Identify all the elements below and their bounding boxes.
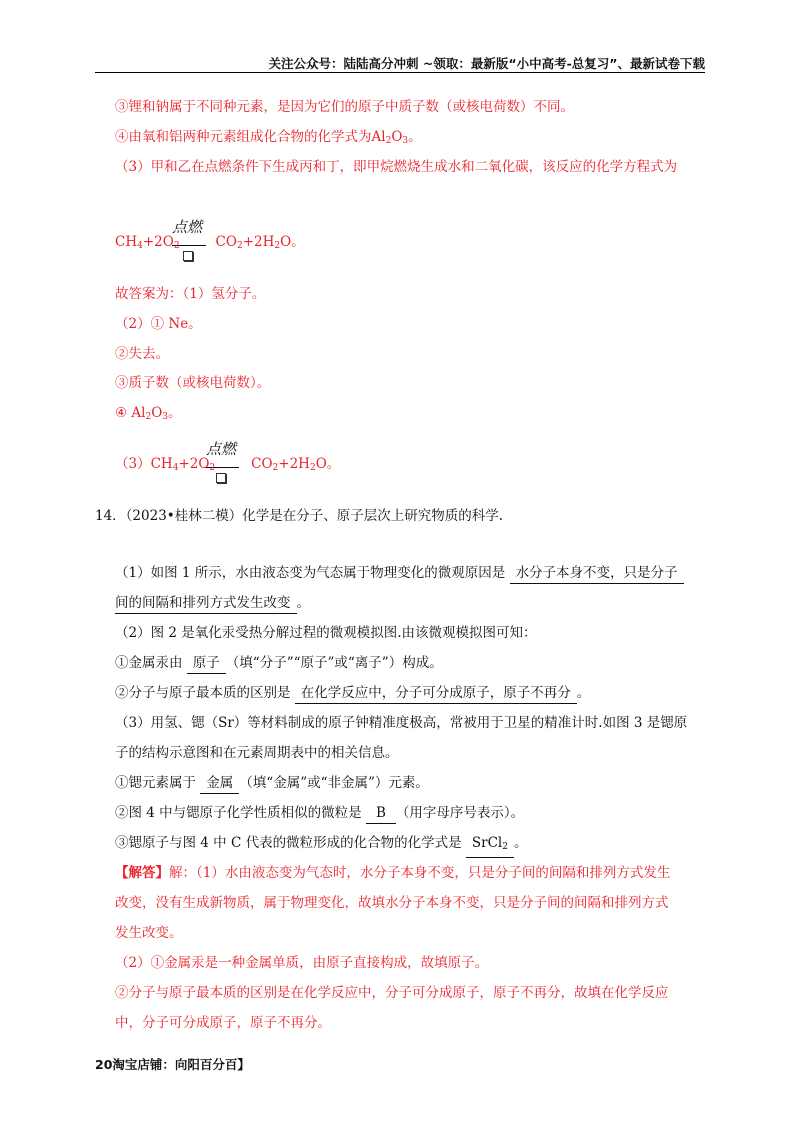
q14-part-3b: ②图 4 中与锶原子化学性质相似的微粒是 B （用字母序号表示）。 bbox=[115, 804, 524, 824]
solution-line-5: ②分子与原子最本质的区别是在化学反应中，分子可分成原子，原子不再分，故填在化学反应 bbox=[115, 985, 669, 1001]
q14-part-3c: ③锶原子与图 4 中 C 代表的微粒形成的化合物的化学式是 SrCl$_2$ 。 bbox=[115, 834, 527, 858]
q14-part-3-line-2: 子的结构示意图和在元素周期表中的相关信息。 bbox=[115, 745, 399, 761]
equation-line-1: $CH_4+2O_2$ $CO_2+2H_2O$。 bbox=[115, 234, 305, 251]
page-footer: 20淘宝店铺：向阳百分百】 bbox=[95, 1057, 250, 1072]
q14-answer-2a: 原子 bbox=[187, 654, 226, 674]
q14-part-2b: ②分子与原子最本质的区别是 在化学反应中，分子可分成原子，原子不再分 。 bbox=[115, 684, 590, 704]
q14-answer-3c: SrCl$_2$ bbox=[466, 834, 514, 858]
answer-summary-1: 故答案为：（1）氢分子。 bbox=[115, 286, 266, 302]
q14-answer-1: 水分子本身不变，只是分子 bbox=[510, 564, 684, 584]
equation-condition-2: 点燃 bbox=[206, 440, 237, 458]
equation-line-2: $(3)CH_4+2O_2$ $CO_2+2H_2O$。 bbox=[115, 456, 341, 473]
solution-tag: 【解答】 bbox=[115, 865, 169, 881]
q14-answer-3a: 金属 bbox=[200, 774, 239, 794]
answer-summary-5: ④ $Al_2O_3$。 bbox=[115, 405, 182, 422]
answer-summary-3: ②失去。 bbox=[115, 346, 169, 362]
header-divider bbox=[95, 72, 705, 73]
q14-part-2-intro: （2）图 2 是氧化汞受热分解过程的微观模拟图.由该微观模拟图可知： bbox=[115, 625, 537, 641]
q14-part-3a: ①锶元素属于 金属 （填“金属”或“非金属”）元素。 bbox=[115, 774, 429, 794]
answer-line-3-lithium: ③锂和钠属于不同种元素，是因为它们的原子中质子数（或核电荷数）不同。 bbox=[115, 99, 574, 115]
answer-line-4-formula: ④由氧和铝两种元素组成化合物的化学式为$Al_2O_3$。 bbox=[115, 129, 422, 146]
solution-line-4: （2）①金属汞是一种金属单质，由原子直接构成，故填原子。 bbox=[115, 955, 489, 971]
solution-line-3: 发生改变。 bbox=[115, 925, 183, 941]
answer-line-reaction: （3）甲和乙在点燃条件下生成丙和丁，即甲烷燃烧生成水和二氧化碳，该反应的化学方程式为 bbox=[115, 159, 678, 175]
solution-line-1: 【解答】解：（1）水由液态变为气态时，水分子本身不变，只是分子间的间隔和排列方式发生 bbox=[115, 865, 671, 881]
answer-summary-2: （2）① Ne。 bbox=[115, 316, 202, 332]
answer-summary-4: ③质子数（或核电荷数）。 bbox=[115, 375, 271, 391]
q14-part-1-line-2: 间的间隔和排列方式发生改变 。 bbox=[115, 594, 310, 614]
solution-line-6: 中，分子可分成原子，原子不再分。 bbox=[115, 1015, 331, 1031]
solution-line-2: 改变，没有生成新物质，属于物理变化，故填水分子本身不变，只是分子间的间隔和排列方式 bbox=[115, 895, 669, 911]
page-header: 关注公众号：陆陆高分冲刺 ~领取：最新版“小中高考-总复习”、最新试卷下载 bbox=[268, 56, 705, 71]
q14-answer-3b: B bbox=[366, 804, 396, 824]
q14-part-3-line-1: （3）用氢、锶（Sr）等材料制成的原子钟精准度极高，常被用于卫星的精准计时.如图 3 是锶原 bbox=[115, 715, 688, 731]
q14-part-1-line-1: （1）如图 1 所示，水由液态变为气态属于物理变化的微观原因是 水分子本身不变，只是分子 bbox=[115, 564, 684, 584]
question-14-title: 14．（2023•桂林二模）化学是在分子、原子层次上研究物质的科学. bbox=[95, 508, 504, 524]
q14-part-2a: ①金属汞由 原子 （填“分子”“原子”或“离子”）构成。 bbox=[115, 654, 443, 674]
equation-condition: 点燃 bbox=[172, 218, 203, 236]
q14-answer-2b: 在化学反应中，分子可分成原子，原子不再分 bbox=[295, 684, 577, 704]
q14-answer-1-cont: 间的间隔和排列方式发生改变 bbox=[115, 594, 297, 614]
